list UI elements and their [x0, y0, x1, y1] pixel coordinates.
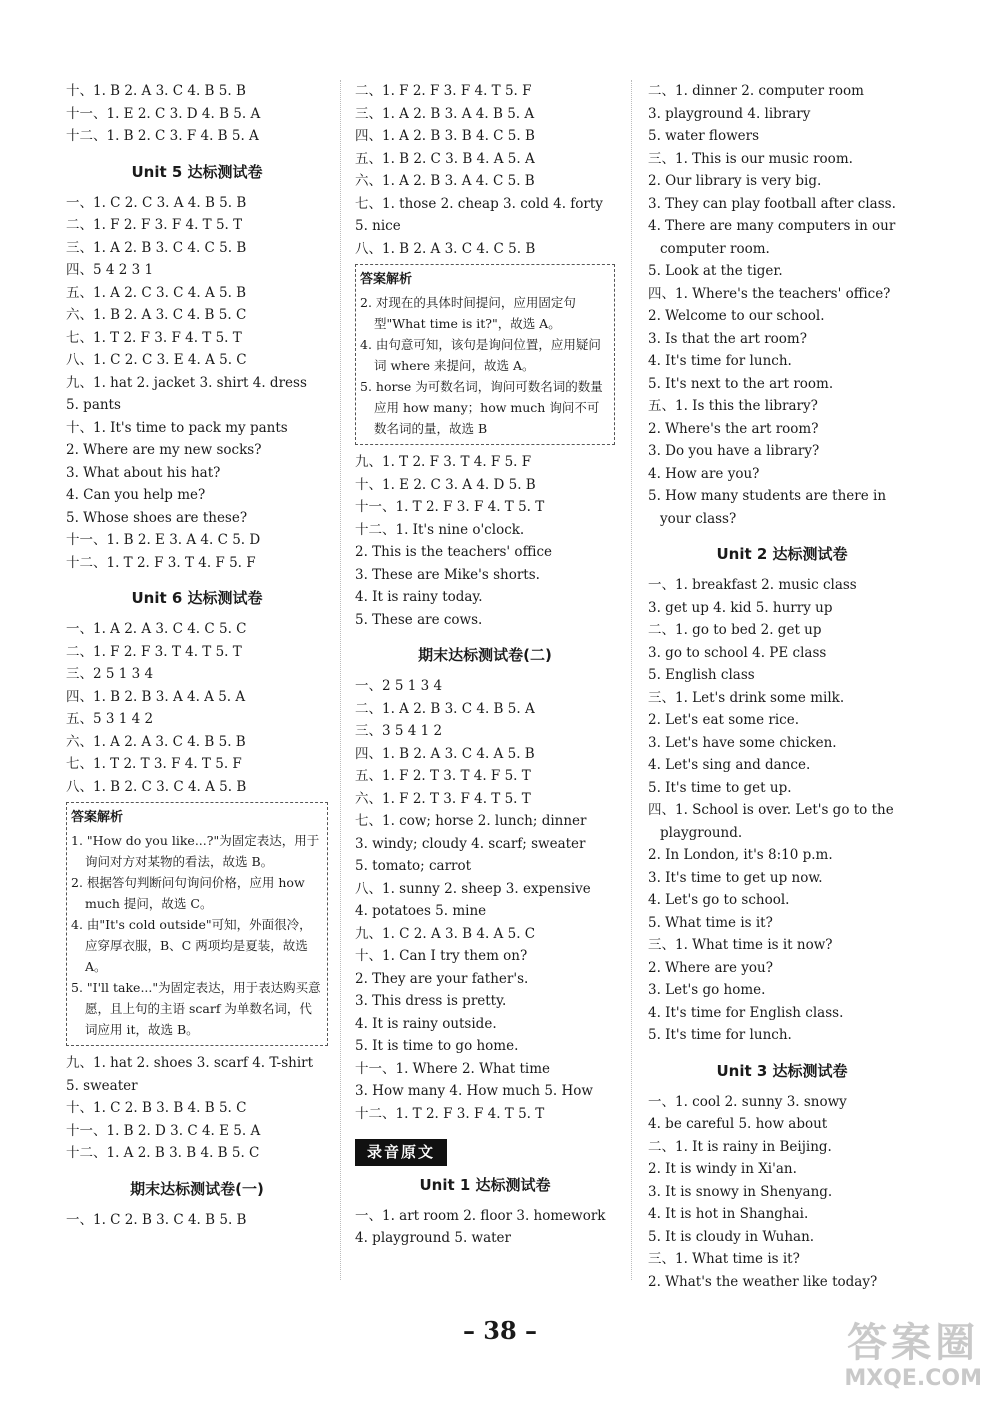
answer-line: 一、2 5 1 3 4	[355, 678, 443, 694]
answer-line: 九、1. hat 2. jacket 3. shirt 4. dress	[66, 374, 307, 391]
transcript-unit3-title: Unit 3 达标测试卷	[716, 1061, 848, 1080]
transcript-line: 三、1. Let's drink some milk.	[648, 689, 845, 706]
transcript-line: 5. It is cloudy in Wuhan.	[648, 1228, 815, 1245]
answer-line: 六、1. A 2. A 3. C 4. B 5. B	[66, 733, 246, 750]
transcript-unit1-title: Unit 1 达标测试卷	[419, 1175, 551, 1194]
watermark-logo: 答案圈	[847, 1320, 980, 1366]
transcript-line: 2. Let's eat some rice.	[648, 712, 799, 728]
transcript-line: 4. It is hot in Shanghai.	[648, 1206, 809, 1222]
answer-line: 十二、1. A 2. B 3. B 4. B 5. C	[66, 1145, 260, 1161]
transcript-line: 二、1. It is rainy in Beijing.	[648, 1138, 832, 1155]
answer-line: 三、1. A 2. B 3. A 4. B 5. A	[355, 105, 535, 122]
transcript-line: 3. Let's go home.	[648, 982, 766, 998]
transcript-line: 3. Do you have a library?	[648, 443, 820, 459]
answer-analysis-box	[355, 264, 615, 445]
answer-line: 二、1. F 2. F 3. F 4. T 5. T	[66, 217, 243, 233]
transcript-unit1	[355, 1205, 615, 1250]
final-test-2-title: 期末达标测试卷(二)	[418, 646, 552, 664]
answer-line: 六、1. A 2. B 3. A 4. C 5. B	[355, 173, 535, 189]
answer-line: 十二、1. It's nine o'clock.	[355, 521, 525, 538]
answer-line: 二、1. A 2. B 3. C 4. B 5. A	[355, 700, 535, 717]
answer-line: 四、5 4 2 3 1	[66, 262, 154, 278]
transcript-line: 2. Where are you?	[648, 959, 773, 976]
answer-line: 七、1. T 2. T 3. F 4. T 5. F	[66, 756, 242, 772]
answer-line: 五、5 3 1 4 2	[66, 711, 154, 727]
answer-line: 十一、1. B 2. D 3. C 4. E 5. A	[66, 1122, 261, 1139]
transcript-line: 5. It's next to the art room.	[648, 375, 834, 392]
transcript-line: 2. It is windy in Xi'an.	[648, 1161, 797, 1177]
answer-line: 十、1. E 2. C 3. A 4. D 5. B	[355, 476, 536, 493]
final-test-2-answers	[355, 675, 615, 1125]
answer-line: 六、1. F 2. T 3. F 4. T 5. T	[355, 790, 531, 807]
answer-line: 五、1. A 2. C 3. C 4. A 5. B	[66, 284, 247, 301]
col2-answers-continued	[355, 451, 615, 631]
answer-line: 5. nice	[355, 218, 401, 234]
answer-line: 5. These are cows.	[355, 611, 483, 628]
transcript-line: 4. How are you?	[648, 465, 760, 482]
column-divider-1	[340, 80, 341, 1280]
answer-line: 十、1. C 2. B 3. B 4. B 5. C	[66, 1100, 247, 1116]
answer-line: 十、1. Can I try them on?	[355, 948, 528, 964]
transcript-line: 三、1. What time is it now?	[648, 937, 833, 953]
answer-line: 七、1. T 2. F 3. F 4. T 5. T	[66, 329, 242, 346]
answer-line: 十二、1. T 2. F 3. F 4. T 5. T	[355, 1105, 545, 1122]
transcript-unit2	[648, 574, 916, 1047]
answer-line: 六、1. B 2. A 3. C 4. B 5. C	[66, 307, 247, 323]
transcript-line: 4. It's time for lunch.	[648, 353, 792, 369]
answer-line: 4. It is rainy today.	[355, 589, 483, 605]
recording-transcript-banner: 录音原文	[355, 1139, 447, 1166]
col2-top-answers	[355, 80, 615, 260]
transcript-line: 一、1. breakfast 2. music class	[648, 577, 857, 593]
transcript-line: 3. go to school 4. PE class	[648, 644, 827, 661]
unit6-section-title: Unit 6 达标测试卷	[131, 589, 263, 607]
answer-line: 三、3 5 4 1 2	[355, 723, 443, 739]
answer-line: 5. tomato; carrot	[355, 858, 472, 874]
transcript-line: 2. What's the weather like today?	[648, 1273, 878, 1290]
analysis-item: 2. 根据答句判断问句询问价格，应用 how much 提问，故选 C。	[71, 875, 305, 911]
transcript-line: 3. It is snowy in Shenyang.	[648, 1183, 833, 1200]
answer-line: 十、1. It's time to pack my pants	[66, 419, 288, 436]
answer-line: 三、2 5 1 3 4	[66, 666, 154, 682]
answer-line: 3. windy; cloudy 4. scarf; sweater	[355, 835, 586, 852]
analysis-item: 4. 由句意可知，该句是询问位置，应用疑问词 where 来提问，故选 A。	[360, 337, 601, 373]
answer-line: 3. This dress is pretty.	[355, 993, 507, 1009]
answer-line: 一、1. C 2. B 3. C 4. B 5. B	[66, 1211, 247, 1228]
answer-line: 八、1. B 2. A 3. C 4. C 5. B	[355, 240, 536, 257]
transcript-line: 5. Look at the tiger.	[648, 263, 783, 279]
transcript-line: 四、1. Where's the teachers' office?	[648, 285, 891, 302]
answer-line: 九、1. T 2. F 3. T 4. F 5. F	[355, 454, 532, 470]
answer-line: 十一、1. T 2. F 3. F 4. T 5. T	[355, 499, 545, 515]
answer-line: 5. sweater	[66, 1077, 138, 1094]
answer-line: 3. How many 4. How much 5. How	[355, 1083, 593, 1099]
answer-line: 五、1. F 2. T 3. T 4. F 5. T	[355, 768, 531, 784]
transcript-line: 四、1. School is over. Let's go to the playground.	[648, 802, 894, 841]
answer-line: 一、1. C 2. C 3. A 4. B 5. B	[66, 194, 247, 211]
unit6-answers	[66, 618, 328, 798]
answer-line: 十、1. B 2. A 3. C 4. B 5. B	[66, 83, 246, 99]
transcript-line: 4. It's time for English class.	[648, 1004, 844, 1021]
transcript-line: 五、1. Is this the library?	[648, 398, 818, 414]
answer-line: 八、1. sunny 2. sheep 3. expensive	[355, 880, 591, 897]
answer-line: 十一、1. E 2. C 3. D 4. B 5. A	[66, 105, 261, 122]
column-1	[66, 80, 328, 1231]
analysis-item: 4. 由"It's cold outside"可知，外面很冷，应穿厚衣服，B、C 两项均是夏装，故选 A。	[71, 917, 312, 974]
transcript-unit3	[648, 1091, 916, 1294]
transcript-line: 二、1. go to bed 2. get up	[648, 622, 822, 638]
answer-line: 九、1. hat 2. shoes 3. scarf 4. T-shirt	[66, 1055, 314, 1071]
watermark	[844, 1320, 982, 1392]
answer-line: 二、1. F 2. F 3. F 4. T 5. F	[355, 83, 532, 99]
transcript-line: 4. be careful 5. how about	[648, 1116, 828, 1132]
analysis-item: 1. "How do you like...?"为固定表达，用于询问对方对某物的看法，故选 B。	[71, 833, 320, 869]
transcript-line: 三、1. This is our music room.	[648, 150, 853, 167]
answer-line: 4. It is rainy outside.	[355, 1015, 497, 1032]
transcript-line: 5. It's time to get up.	[648, 779, 792, 796]
answer-line: 4. Can you help me?	[66, 487, 206, 503]
answer-line: 十一、1. B 2. E 3. A 4. C 5. D	[66, 532, 261, 548]
transcript-line: 5. It's time for lunch.	[648, 1027, 792, 1043]
transcript-line: 3. They can play football after class.	[648, 195, 896, 212]
transcript-line: 一、1. cool 2. sunny 3. snowy	[648, 1093, 847, 1110]
answer-analysis-box	[66, 802, 328, 1046]
analysis-item: 5. "I'll take..."为固定表达，用于表达购买意愿，且上句的主语 scarf 为单数名词，代词应用 it，故选 B。	[71, 980, 321, 1037]
answer-line: 5. pants	[66, 397, 121, 413]
col1-top-answers	[66, 80, 328, 148]
watermark-url: MXQE.COM	[844, 1366, 982, 1391]
analysis-item: 2. 对现在的具体时间提问，应用固定句型"What time is it?"，故选 A。	[360, 295, 576, 331]
unit5-answers	[66, 192, 328, 575]
transcript-line: 5. How many students are there in your class?	[648, 488, 887, 527]
transcript-line: 3. get up 4. kid 5. hurry up	[648, 599, 833, 616]
answer-line: 八、1. C 2. C 3. E 4. A 5. C	[66, 352, 247, 368]
transcript-line: 4. There are many computers in our computer room.	[648, 218, 896, 257]
answer-line: 2. This is the teachers' office	[355, 544, 553, 560]
answer-line: 一、1. A 2. A 3. C 4. C 5. C	[66, 621, 247, 637]
transcript-line: 4. playground 5. water	[355, 1230, 511, 1246]
page-number: – 38 –	[462, 1316, 538, 1345]
answer-line: 七、1. cow; horse 2. lunch; dinner	[355, 813, 587, 829]
answer-line: 十一、1. Where 2. What time	[355, 1060, 551, 1077]
answer-line: 五、1. B 2. C 3. B 4. A 5. A	[355, 150, 535, 167]
answer-line: 八、1. B 2. C 3. C 4. A 5. B	[66, 778, 247, 795]
column-divider-2	[631, 80, 632, 1280]
transcript-line: 2. Welcome to our school.	[648, 308, 825, 324]
transcript-line: 4. Let's sing and dance.	[648, 757, 811, 773]
column-2	[355, 80, 615, 1250]
answer-line: 七、1. those 2. cheap 3. cold 4. forty	[355, 195, 603, 212]
answer-line: 2. They are your father's.	[355, 970, 529, 987]
transcript-line: 4. Let's go to school.	[648, 892, 790, 908]
unit6-answers-continued	[66, 1052, 328, 1165]
answer-line: 九、1. C 2. A 3. B 4. A 5. C	[355, 925, 536, 942]
answer-analysis-label: 答案解析	[71, 810, 124, 825]
answer-analysis-label: 答案解析	[360, 272, 413, 287]
answer-line: 3. What about his hat?	[66, 464, 221, 481]
answer-line: 三、1. A 2. B 3. C 4. C 5. B	[66, 239, 247, 256]
answer-line: 四、1. A 2. B 3. B 4. C 5. B	[355, 128, 535, 144]
unit5-section-title: Unit 5 达标测试卷	[131, 162, 263, 181]
analysis-item: 5. horse 为可数名词，询问可数名词的数量应用 how many；how much 询问不可数名词的量，故选 B	[360, 379, 603, 436]
answer-line: 四、1. B 2. B 3. A 4. A 5. A	[66, 688, 246, 705]
transcript-line: 5. English class	[648, 667, 755, 683]
transcript-line: 5. What time is it?	[648, 914, 773, 931]
transcript-line: 三、1. What time is it?	[648, 1251, 800, 1267]
column-3	[648, 80, 916, 1293]
answer-line: 2. Where are my new socks?	[66, 442, 262, 458]
transcript-unit1-continued	[648, 80, 916, 530]
final-test-1-title: 期末达标测试卷(一)	[130, 1179, 264, 1198]
transcript-line: 二、1. dinner 2. computer room	[648, 83, 864, 99]
transcript-unit2-title: Unit 2 达标测试卷	[716, 545, 848, 563]
transcript-line: 3. Is that the art room?	[648, 330, 807, 347]
answer-line: 四、1. B 2. A 3. C 4. A 5. B	[355, 745, 535, 762]
transcript-line: 3. Let's have some chicken.	[648, 734, 837, 751]
transcript-line: 一、1. art room 2. floor 3. homework	[355, 1207, 606, 1224]
answer-line: 十二、1. T 2. F 3. T 4. F 5. F	[66, 554, 256, 571]
transcript-line: 2. In London, it's 8:10 p.m.	[648, 847, 833, 863]
answer-line: 4. potatoes 5. mine	[355, 903, 487, 919]
transcript-line: 2. Where's the art room?	[648, 420, 819, 437]
answer-line: 5. It is time to go home.	[355, 1038, 519, 1054]
answer-line: 5. Whose shoes are these?	[66, 509, 248, 526]
answer-line: 3. These are Mike's shorts.	[355, 566, 540, 583]
transcript-line: 5. water flowers	[648, 128, 759, 144]
transcript-line: 3. playground 4. library	[648, 105, 811, 122]
answer-line: 十二、1. B 2. C 3. F 4. B 5. A	[66, 128, 259, 144]
answer-line: 二、1. F 2. F 3. T 4. T 5. T	[66, 643, 242, 660]
final-test-1-answers	[66, 1209, 328, 1232]
transcript-line: 3. It's time to get up now.	[648, 869, 823, 886]
transcript-line: 2. Our library is very big.	[648, 173, 822, 189]
